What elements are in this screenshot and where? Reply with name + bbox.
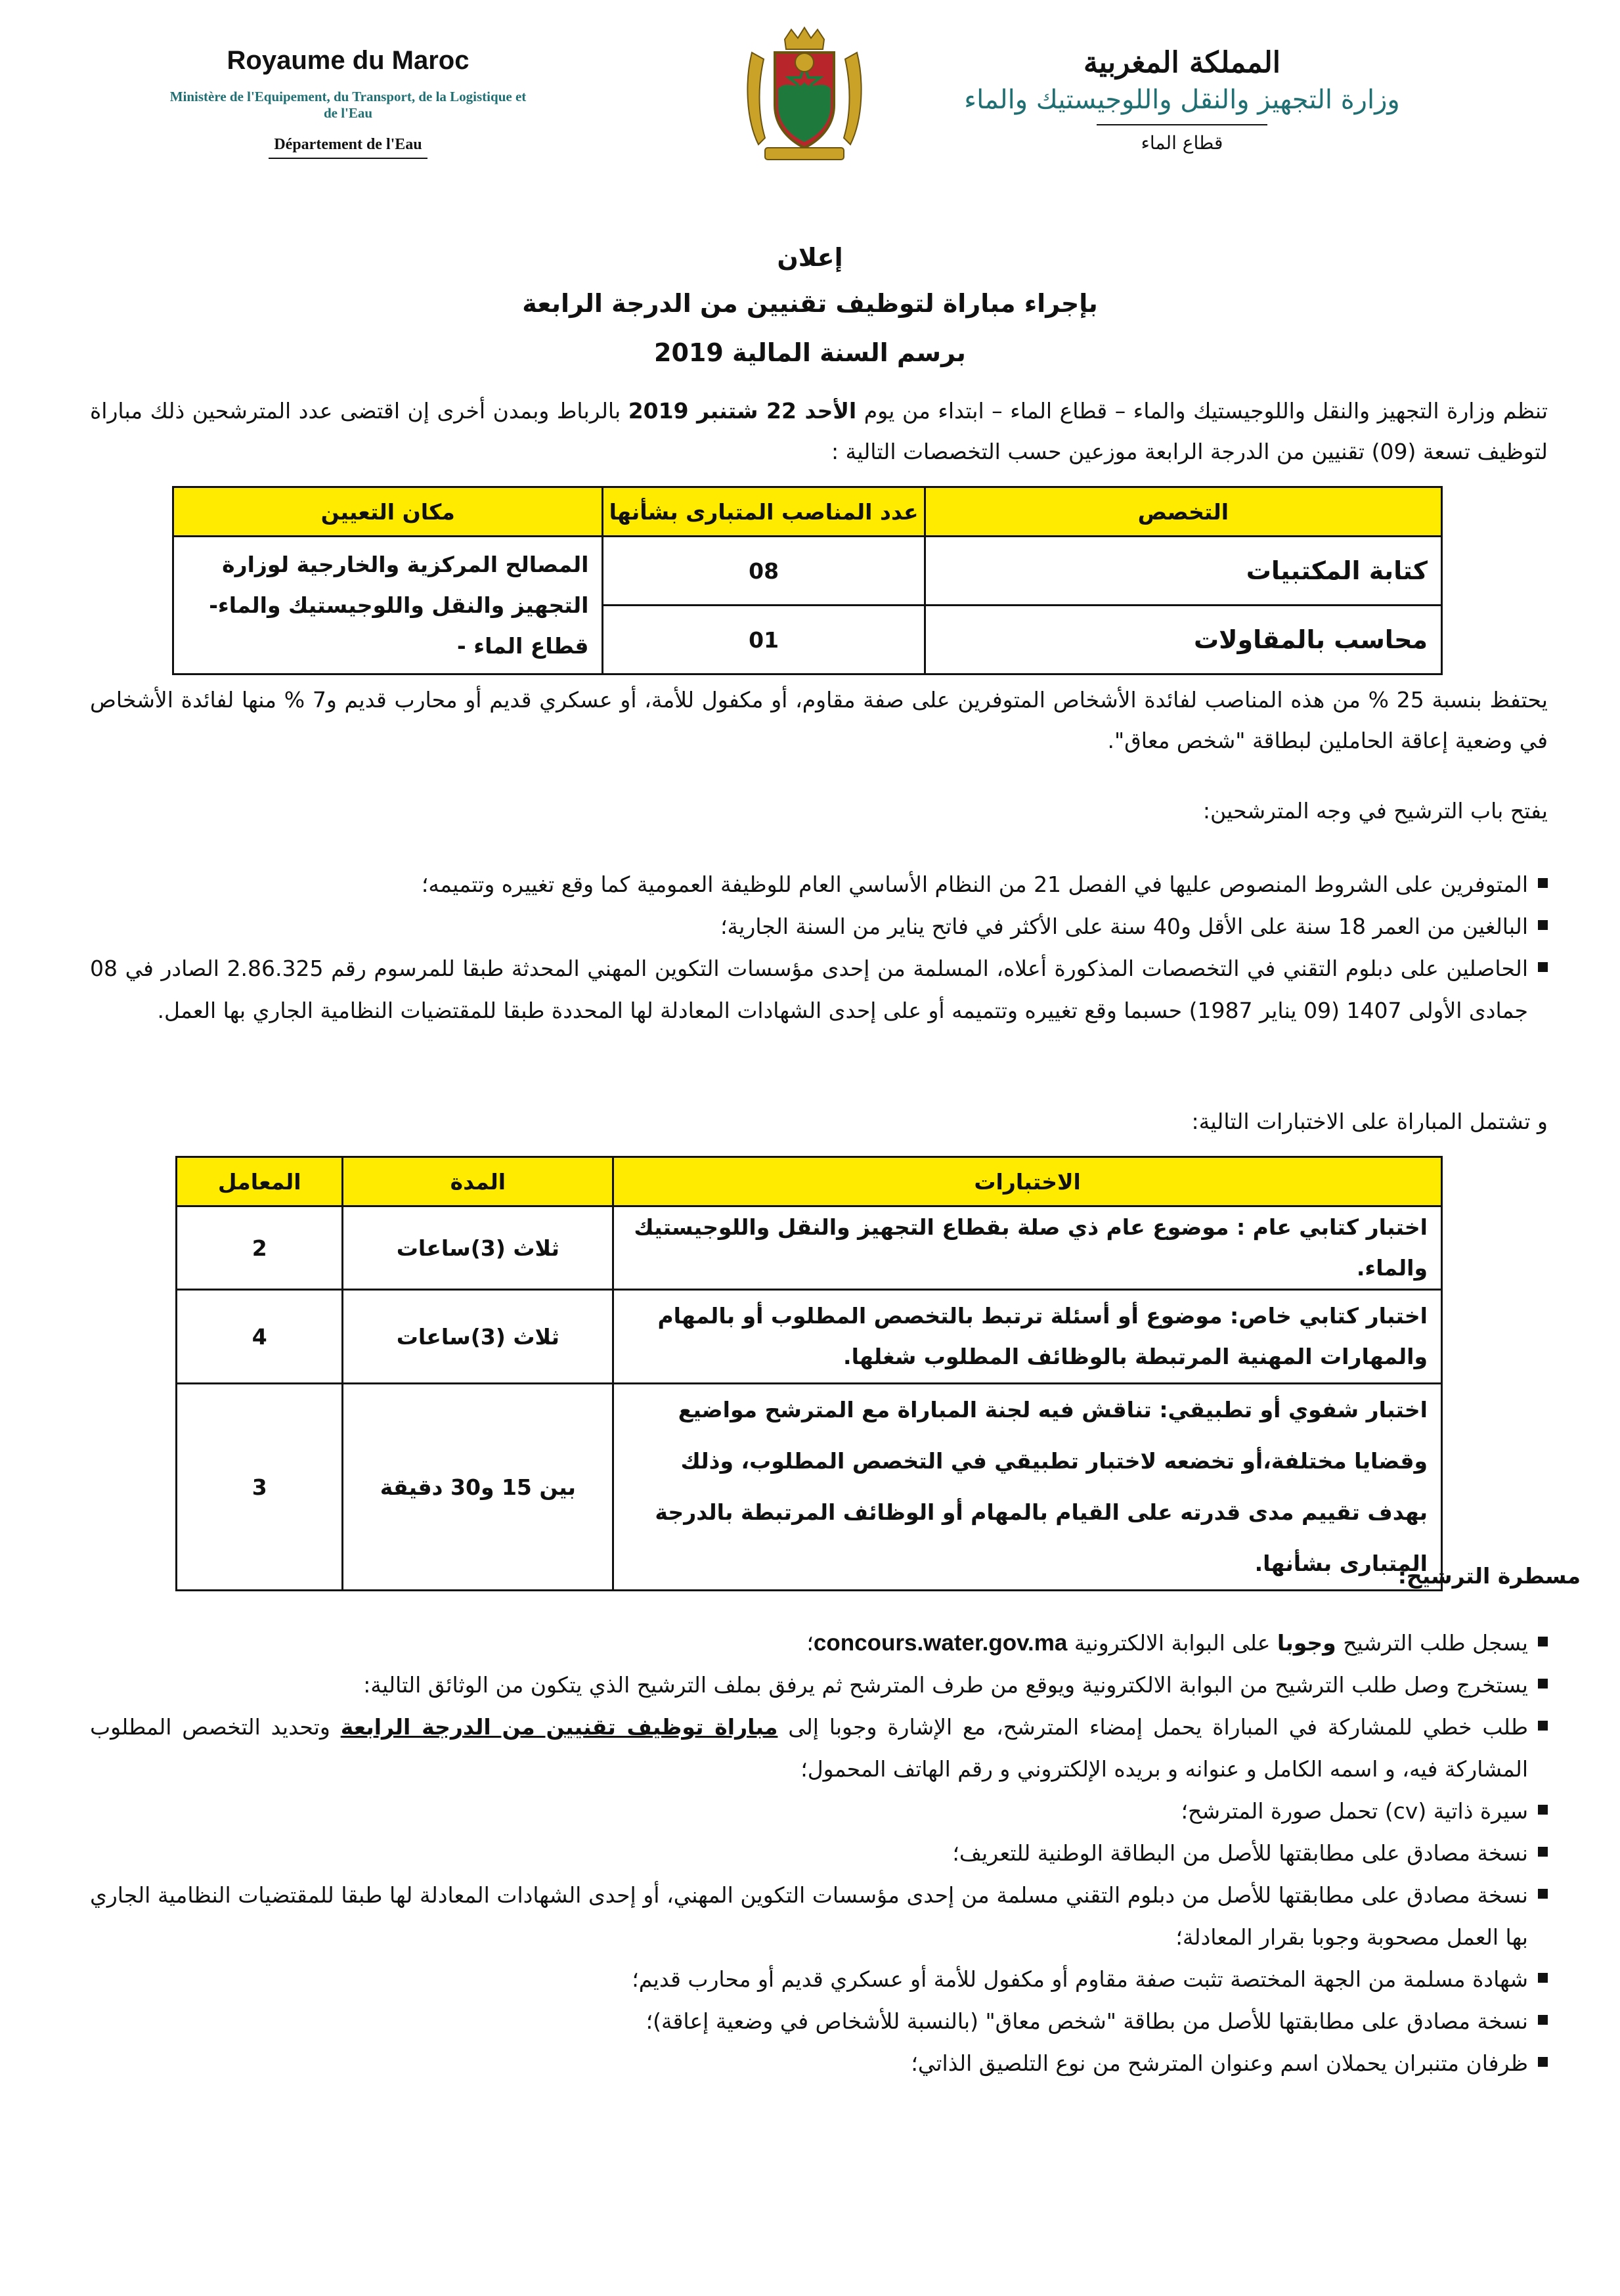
exam-cell (613, 1290, 1442, 1384)
procedure-title: مسطرة الترشيح: (1397, 1563, 1581, 1589)
intro-date: الأحد 22 شتنبر 2019 (628, 398, 857, 424)
reserve-paragraph: يحتفظ بنسبة 25 % من هذه المناصب لفائدة الأشخاص المتوفرين على صفة مقاوم، أو مكفول للأمة، أو عسكري قديم أو محارب قديم و7 % منها لفائدة الأشخاص في وضعية إعاقة الحاملين لبطاقة "شخص معاق". (90, 687, 1548, 753)
col-coefficient: المعامل (177, 1157, 343, 1206)
exams-table-header (177, 1157, 1442, 1206)
list-item (90, 1622, 1548, 1664)
col-count: عدد المناصب المتبارى بشأنها (603, 487, 925, 537)
exam-desc: موضوع عام ذي صلة بقطاع التجهيز والنقل واللوجيستيك والماء. (634, 1214, 1428, 1281)
list-item (90, 1706, 1548, 1790)
col-location: مكان التعيين (173, 487, 603, 537)
exam-label: اختبار شفوي أو تطبيقي: (1159, 1397, 1428, 1423)
procedure-text: طلب خطي للمشاركة في المباراة يحمل إمضاء المترشح، مع الإشارة وجوبا إلى (788, 1714, 1528, 1740)
announcement-subtitle: بإجراء مباراة لتوظيف تقنيين من الدرجة الرابعة (522, 289, 1098, 318)
coat-of-arms-icon (739, 26, 870, 164)
fiscal-year-line: برسم السنة المالية 2019 (654, 338, 966, 367)
list-item: الحاصلين على دبلوم التقني في التخصصات المذكورة أعلاه، المسلمة من إحدى مؤسسات التكوين المهني المحدثة طبقا للمرسوم رقم 2.86.325 الصادر في 08 جمادى الأولى 1407 (09 يناير 1987) حسبما وقع تغييره وتتميمه أو على إحدى الشهادات المعادلة لها المحددة طبقا للمقتضيات النظامية الجاري بها العمل. (90, 948, 1548, 1032)
table-row (177, 1384, 1442, 1591)
col-specialty: التخصص (925, 487, 1441, 537)
list-item: يستخرج وصل طلب الترشيح من البوابة الالكترونية ويوقع من طرف المترشح ثم يرفق بملف الترشيح الذي يتكون من الوثائق التالية: (90, 1664, 1548, 1706)
exam-desc: موضوع أو أسئلة ترتبط بالتخصص المطلوب أو بالمهام والمهارات المهنية المرتبطة بالوظائف المطلوب شغلها. (657, 1303, 1428, 1369)
table-row (177, 1206, 1442, 1290)
intro-part2: بالرباط وبمدن أخرى إن اقتضى عدد المترشحين ذلك مباراة لتوظيف تسعة (09) تقنيين من الدرجة الرابعة موزعين حسب التخصصات التالية : (90, 398, 1548, 464)
list-item: نسخة مصادق على مطابقتها للأصل من البطاقة الوطنية للتعريف؛ (90, 1832, 1548, 1874)
col-exams: الاختبارات (613, 1157, 1442, 1206)
specialty-cell: محاسب بالمقاولات (925, 606, 1441, 674)
procedure-end: ؛ (806, 1630, 814, 1656)
procedure-text: يسجل طلب الترشيح (1343, 1630, 1528, 1656)
list-item: سيرة ذاتية (cv) تحمل صورة المترشح؛ (90, 1790, 1548, 1832)
department-fr: Département de l'Eau (269, 136, 427, 159)
intro-part1: تنظم وزارة التجهيز والنقل واللوجيستيك والماء – قطاع الماء – ابتداء من يوم (864, 398, 1548, 424)
header-right-block (919, 46, 1445, 154)
announcement-title: إعلان (777, 243, 843, 272)
kingdom-fr: Royaume du Maroc (227, 46, 470, 75)
posts-table-header (173, 487, 1442, 537)
duration-cell: ثلاث (3)ساعات (343, 1206, 613, 1290)
list-item: نسخة مصادق على مطابقتها للأصل من بطاقة "شخص معاق" (بالنسبة للأشخاص في وضعية إعاقة)؛ (90, 2000, 1548, 2042)
coef-cell: 4 (177, 1290, 343, 1384)
list-item: نسخة مصادق على مطابقتها للأصل من دبلوم التقني مسلمة من إحدى مؤسسات التكوين المهني، أو إحدى الشهادات المعادلة لها طبقا للمقتضيات النظامية الجاري بها العمل مصحوبة وجوبا بقرار المعادلة؛ (90, 1874, 1548, 1958)
count-cell: 08 (603, 537, 925, 606)
procedure-underlined: مباراة توظيف تقنيين من الدرجة الرابعة (340, 1714, 778, 1740)
duration-cell: ثلاث (3)ساعات (343, 1290, 613, 1384)
posts-table (172, 486, 1443, 675)
table-row (177, 1290, 1442, 1384)
exam-cell (613, 1206, 1442, 1290)
exams-intro: و تشتمل المباراة على الاختبارات التالية: (1191, 1109, 1548, 1134)
coef-cell: 2 (177, 1206, 343, 1290)
exam-desc: تناقش فيه لجنة المباراة مع المترشح مواضيع وقضايا مختلفة،أو تخضعه لاختبار تطبيقي في التخصص المطلوب، وذلك بهدف تقييم مدى قدرته على القيام بالمهام أو الوظائف المرتبطة بالدرجة المتبارى بشأنها. (655, 1397, 1428, 1576)
procedure-emphasis: وجوبا (1277, 1630, 1336, 1656)
duration-cell: بين 15 و30 دقيقة (343, 1384, 613, 1591)
col-duration: المدة (343, 1157, 613, 1206)
procedure-list (90, 1622, 1548, 2085)
exam-label: اختبار كتابي خاص: (1230, 1303, 1428, 1329)
kingdom-ar: المملكة المغربية (1084, 46, 1281, 79)
coef-cell: 3 (177, 1384, 343, 1591)
count-cell: 01 (603, 606, 925, 674)
location-cell: المصالح المركزية والخارجية لوزارة التجهيز والنقل واللوجيستيك والماء- قطاع الماء - (173, 537, 603, 674)
list-item: المتوفرين على الشروط المنصوص عليها في الفصل 21 من النظام الأساسي العام للوظيفة العمومية كما وقع تغييره وتتميمه؛ (90, 864, 1548, 906)
conditions-list (90, 864, 1548, 1032)
exam-label: اختبار كتابي عام : (1236, 1214, 1428, 1240)
opening-line: يفتح باب الترشيح في وجه المترشحين: (1202, 798, 1548, 824)
procedure-text: وتحديد التخصص المطلوب المشاركة فيه، و اسمه الكامل و عنوانه و بريده الإلكتروني و رقم الهاتف المحمول؛ (90, 1714, 1528, 1782)
list-item: شهادة مسلمة من الجهة المختصة تثبت صفة مقاوم أو مكفول للأمة أو عسكري قديم أو محارب قديم؛ (90, 1958, 1548, 2000)
list-item: ظرفان متنبران يحملان اسم وعنوان المترشح من نوع التلصيق الذاتي؛ (90, 2042, 1548, 2085)
list-item: البالغين من العمر 18 سنة على الأقل و40 سنة على الأكثر في فاتح يناير من السنة الجارية؛ (90, 906, 1548, 948)
table-row (173, 537, 1442, 606)
procedure-text: على البوابة الالكترونية (1074, 1630, 1271, 1656)
specialty-cell: كتابة المكتبيات (925, 537, 1441, 606)
exams-table (175, 1156, 1443, 1591)
header-left-block (164, 46, 532, 159)
ministry-ar: وزارة التجهيز والنقل واللوجيستيك والماء (964, 85, 1400, 115)
department-ar: قطاع الماء (1097, 124, 1267, 154)
ministry-fr: Ministère de l'Equipement, du Transport, de la Logistique et de l'Eau (169, 89, 527, 121)
intro-paragraph (90, 391, 1548, 472)
portal-url[interactable]: concours.water.gov.ma (813, 1630, 1068, 1656)
exam-cell (613, 1384, 1442, 1591)
